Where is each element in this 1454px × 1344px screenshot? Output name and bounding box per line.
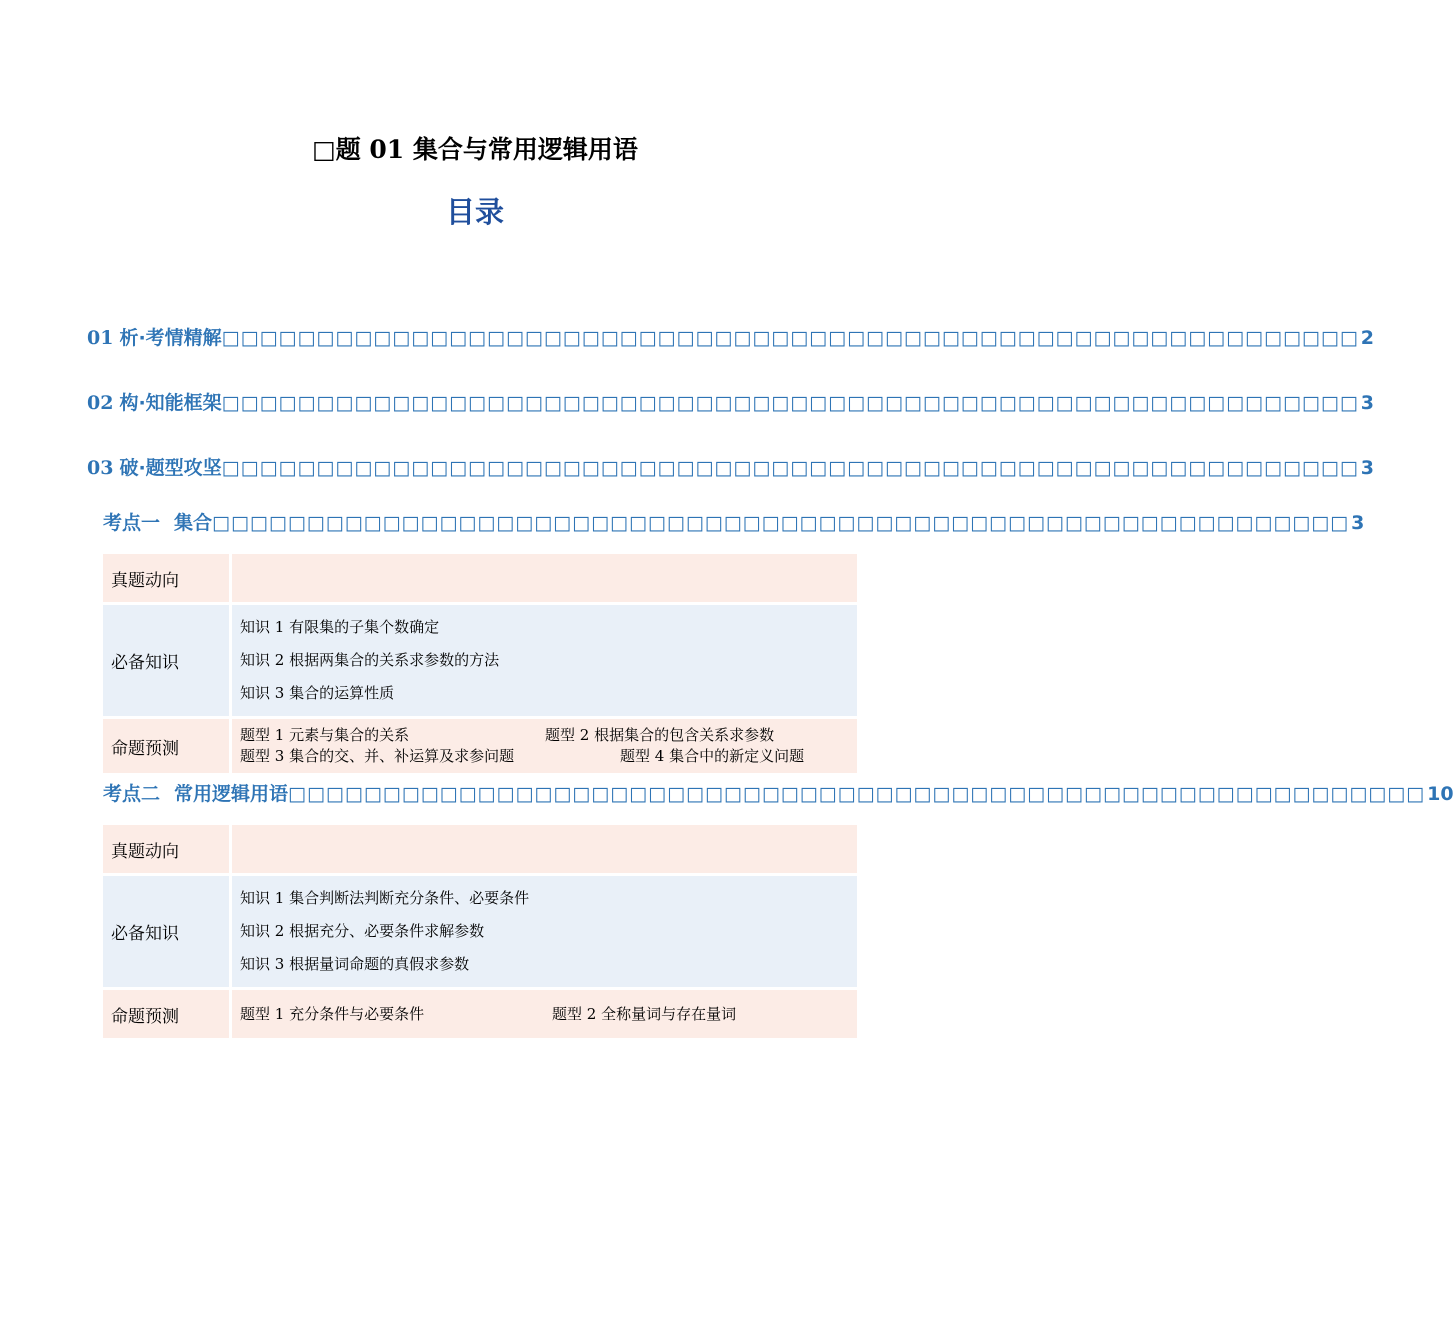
kaodian-label: 考点一 bbox=[103, 512, 161, 534]
zhishi-item: 知识 2 根据两集合的关系求参数的方法 bbox=[240, 651, 500, 669]
toc-label: 析·考情精解 bbox=[119, 327, 222, 349]
toc-page: 2 bbox=[1360, 327, 1375, 349]
zhishi-item: 知识 3 根据量词命题的真假求参数 bbox=[240, 955, 470, 973]
toc-entry-3[interactable] bbox=[87, 453, 1375, 480]
mingti-item: 题型 3 集合的交、并、补运算及求参问题 bbox=[240, 747, 515, 765]
zhishi-content bbox=[232, 605, 857, 716]
mingti-item: 题型 2 根据集合的包含关系求参数 bbox=[545, 726, 775, 744]
zhenti-label: 真题动向 bbox=[103, 825, 232, 873]
kaodian-name: 集合 bbox=[174, 512, 213, 534]
toc-leader: □□□□□□□□□□□□□□□□□□□□□□□□□□□□□□□□□□□□□□□□□□□□□□□□□□□□□□□□□□□□ bbox=[288, 783, 1426, 805]
mingti-item: 题型 1 元素与集合的关系 bbox=[240, 726, 410, 744]
zhenti-content bbox=[232, 825, 857, 873]
kaodian-2-table bbox=[103, 822, 857, 1041]
toc-leader: □□□□□□□□□□□□□□□□□□□□□□□□□□□□□□□□□□□□□□□□□□□□□□□□□□□□□□□□□□□□ bbox=[221, 392, 1359, 414]
toc-number: 01 bbox=[87, 327, 114, 349]
toc-number: 02 bbox=[87, 392, 114, 414]
toc-leader: □□□□□□□□□□□□□□□□□□□□□□□□□□□□□□□□□□□□□□□□□□□□□□□□□□□□□□□□□□□□ bbox=[212, 512, 1350, 534]
mingti-label: 命题预测 bbox=[103, 990, 232, 1038]
toc-entry-1[interactable] bbox=[87, 323, 1375, 350]
mingti-item: 题型 2 全称量词与存在量词 bbox=[552, 1004, 737, 1023]
toc-page: 3 bbox=[1351, 512, 1365, 534]
mingti-row bbox=[240, 1004, 849, 1025]
toc-leader: □□□□□□□□□□□□□□□□□□□□□□□□□□□□□□□□□□□□□□□□□□□□□□□□□□□□□□□□□□□□ bbox=[221, 457, 1359, 479]
toc-number: 03 bbox=[87, 457, 114, 479]
toc-page: 3 bbox=[1360, 457, 1375, 479]
kaodian-name: 常用逻辑用语 bbox=[174, 783, 289, 805]
toc-kaodian-2[interactable] bbox=[103, 779, 1454, 806]
zhishi-label: 必备知识 bbox=[103, 876, 232, 987]
mingti-content bbox=[232, 719, 857, 773]
mingti-content bbox=[232, 990, 857, 1038]
zhishi-content bbox=[232, 876, 857, 987]
zhishi-item: 知识 3 集合的运算性质 bbox=[240, 684, 395, 702]
zhishi-item: 知识 1 集合判断法判断充分条件、必要条件 bbox=[240, 889, 530, 907]
toc-page: 10 bbox=[1427, 783, 1454, 805]
toc-label: 构·知能框架 bbox=[119, 392, 222, 414]
zhishi-item: 知识 2 根据充分、必要条件求解参数 bbox=[240, 922, 485, 940]
kaodian-label: 考点二 bbox=[103, 783, 161, 805]
toc-entry-2[interactable] bbox=[87, 388, 1375, 415]
zhishi-label: 必备知识 bbox=[103, 605, 232, 716]
toc-label: 破·题型攻坚 bbox=[119, 457, 222, 479]
zhishi-item: 知识 1 有限集的子集个数确定 bbox=[240, 618, 440, 636]
toc-leader: □□□□□□□□□□□□□□□□□□□□□□□□□□□□□□□□□□□□□□□□□□□□□□□□□□□□□□□□□□□□ bbox=[221, 327, 1359, 349]
toc-kaodian-1[interactable] bbox=[103, 508, 1365, 535]
mingti-row bbox=[240, 725, 849, 746]
mingti-label: 命题预测 bbox=[103, 719, 232, 773]
mingti-item: 题型 4 集合中的新定义问题 bbox=[620, 747, 805, 765]
mingti-row bbox=[240, 746, 849, 767]
zhenti-content bbox=[232, 554, 857, 602]
mingti-item: 题型 1 充分条件与必要条件 bbox=[240, 1004, 425, 1023]
page-title: □题 01 集合与常用逻辑用语 bbox=[312, 135, 638, 164]
toc-page: 3 bbox=[1360, 392, 1375, 414]
zhenti-label: 真题动向 bbox=[103, 554, 232, 602]
toc-heading: 目录 bbox=[445, 195, 504, 229]
kaodian-1-table bbox=[103, 551, 857, 776]
